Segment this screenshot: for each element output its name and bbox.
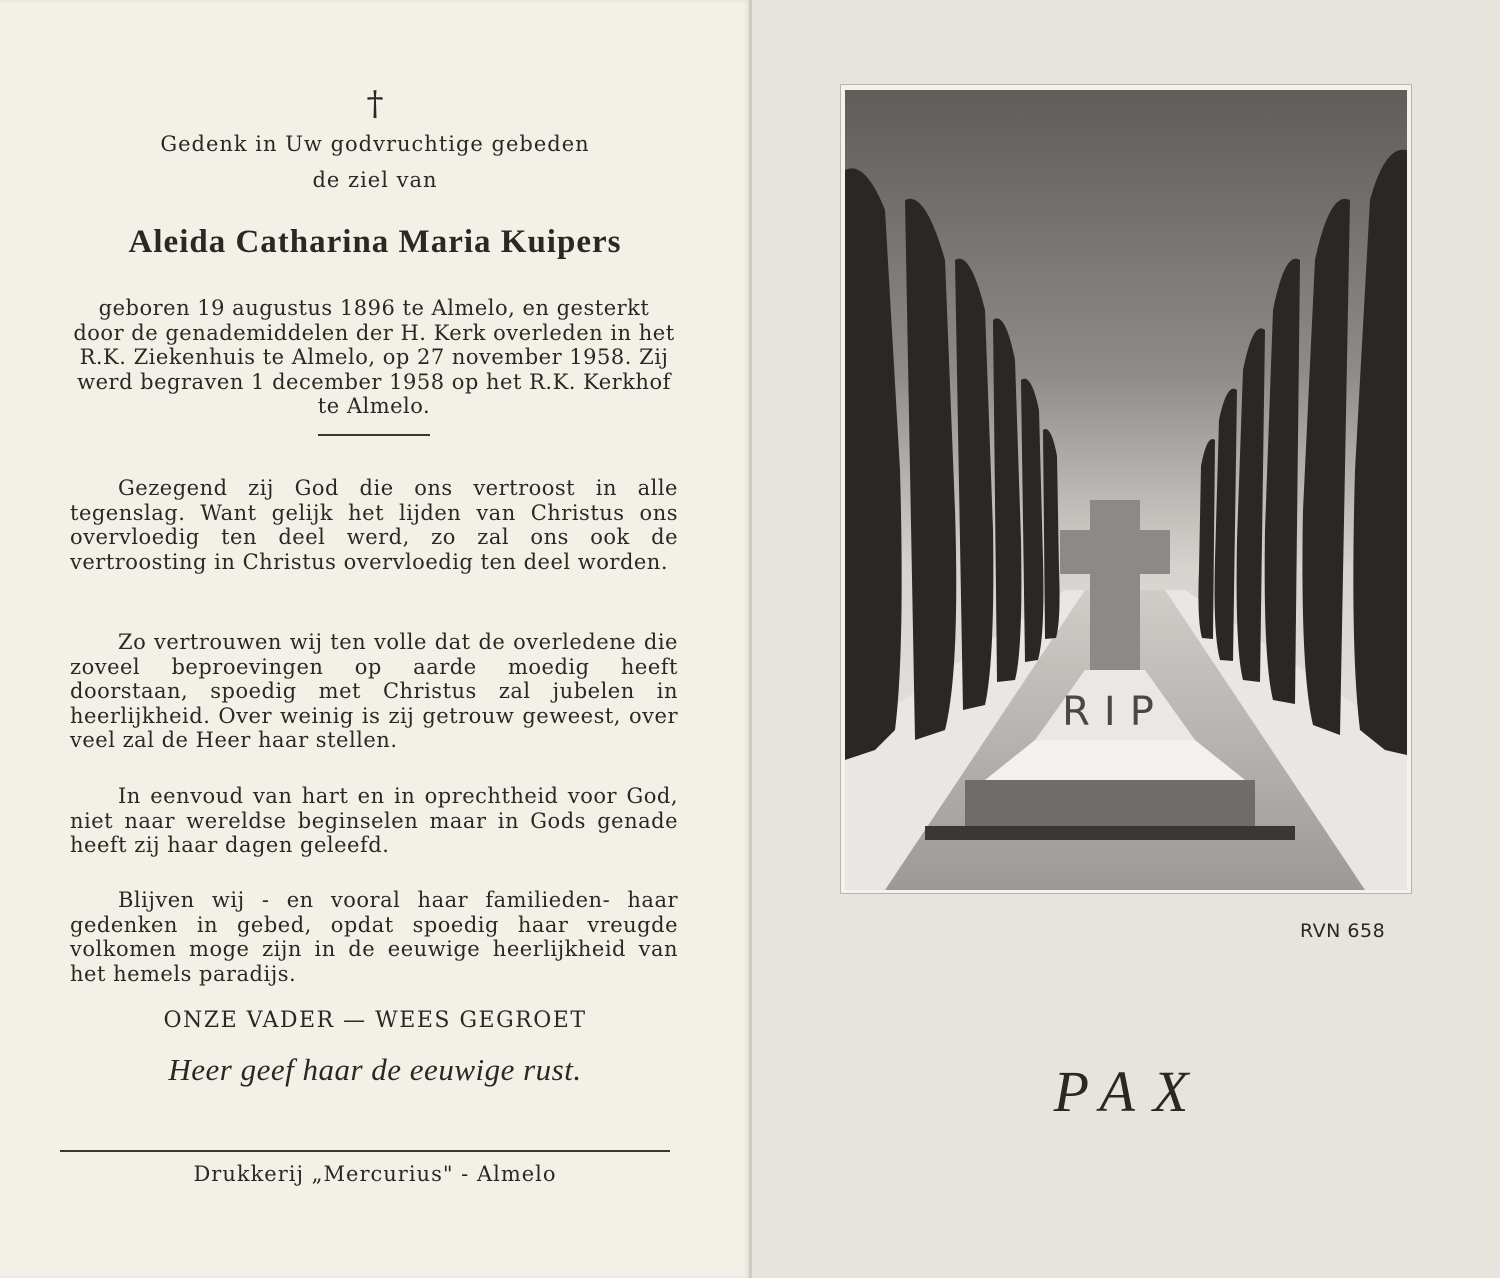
pax-text: PAX xyxy=(1053,1059,1207,1124)
closing-line: Heer geef haar de eeuwige rust. xyxy=(168,1052,582,1087)
card-code: RVN 658 xyxy=(1300,920,1386,942)
divider-long xyxy=(60,1150,670,1152)
rip-inscription: RIP xyxy=(1062,689,1168,735)
prayer-line: ONZE VADER — WEES GEGROET xyxy=(163,1008,587,1033)
cemetery-photo xyxy=(845,90,1407,890)
intro-line-1: Gedenk in Uw godvruchtige gebeden xyxy=(160,132,590,156)
paragraph-2: Zo vertrouwen wij ten volle dat de overledene die zoveel beproevingen op aarde moedig heeft doorstaan, spoedig met Christus zal jubelen in heerlijkheid. Over weinig is zij getrouw geweest, over veel zal de Heer haar stellen. xyxy=(70,630,678,752)
paragraph-4: Blijven wij - en vooral haar familieden- haar gedenken in gebed, opdat spoedig haar vreugde volkomen moge zijn in de eeuwige heerlijkheid van het hemels paradijs. xyxy=(70,888,678,986)
intro-line-2: de ziel van xyxy=(312,168,438,192)
paragraph-1: Gezegend zij God die ons vertroost in alle tegenslag. Want gelijk het lijden van Christus ons overvloedig ten deel werd, zo zal ons ook de vertroosting in Christus overvloedig ten deel worden. xyxy=(70,476,678,574)
divider-short xyxy=(318,434,430,436)
cross-symbol: † xyxy=(366,84,384,124)
deceased-name: Aleida Catharina Maria Kuipers xyxy=(128,224,622,260)
paragraph-3: In eenvoud van hart en in oprechtheid voor God, niet naar wereldse beginselen maar in Gods genade heeft zij haar dagen geleefd. xyxy=(70,784,678,857)
biography: geboren 19 augustus 1896 te Almelo, en gesterkt door de genademiddelen der H. Kerk overleden in het R.K. Ziekenhuis te Almelo, op 27 november 1958. Zij werd begraven 1 december 1958 op het R.K. Kerkhof te Almelo. xyxy=(73,296,675,418)
printer-line: Drukkerij „Mercurius" - Almelo xyxy=(193,1162,557,1186)
